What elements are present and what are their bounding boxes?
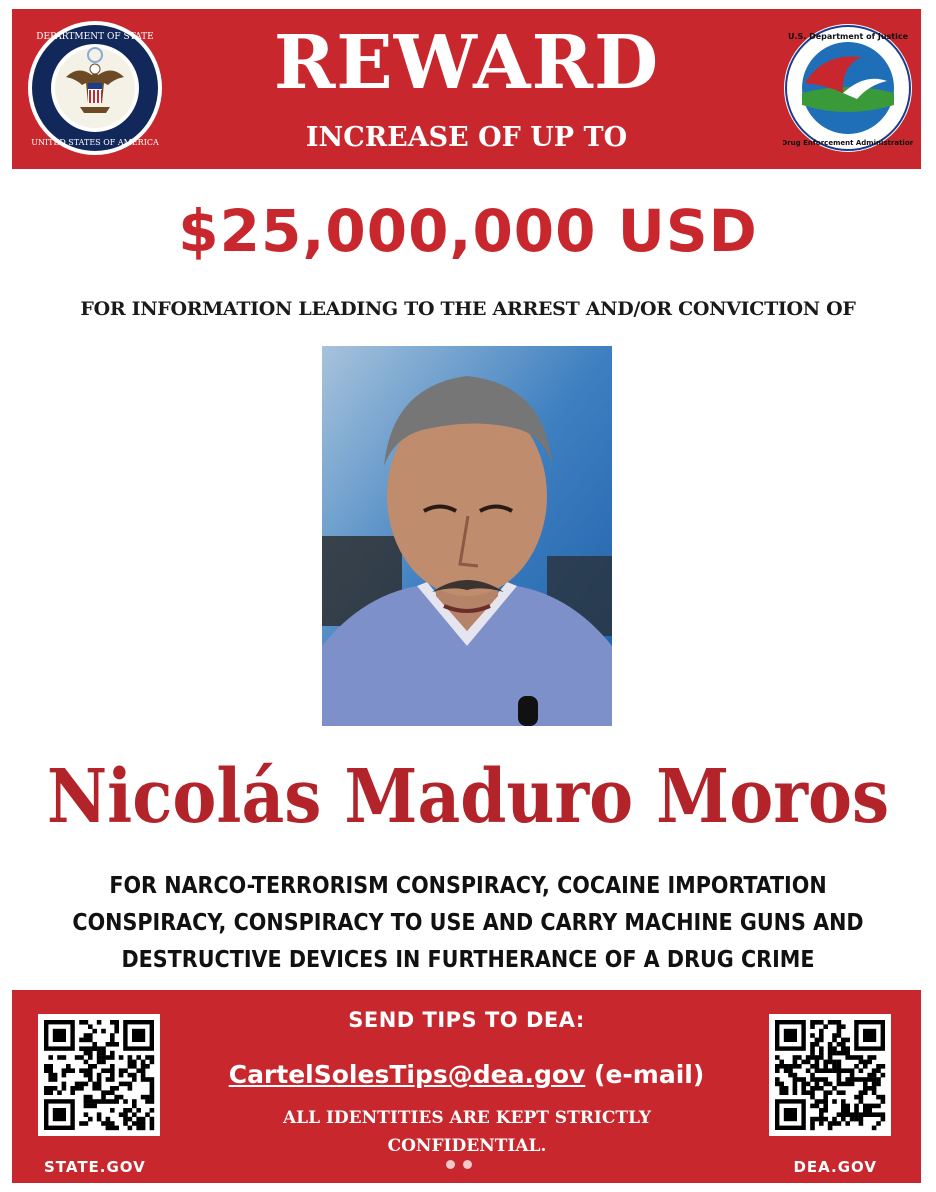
charges-line: FOR NARCO-TERRORISM CONSPIRACY, COCAINE IMPORTATION bbox=[109, 873, 827, 899]
svg-text:DEPARTMENT OF STATE: DEPARTMENT OF STATE bbox=[36, 32, 154, 42]
confidentiality-note: ALL IDENTITIES ARE KEPT STRICTLY CONFIDENTIAL. bbox=[282, 1108, 652, 1156]
carousel-dot[interactable] bbox=[446, 1160, 455, 1169]
email-suffix: (e-mail) bbox=[585, 1060, 705, 1089]
dea-gov-label: DEA.GOV bbox=[793, 1158, 877, 1176]
page-title: REWARD bbox=[273, 20, 660, 106]
carousel-dots[interactable] bbox=[446, 1154, 480, 1173]
header-banner bbox=[12, 9, 921, 169]
reward-info-line: FOR INFORMATION LEADING TO THE ARREST AND/OR CONVICTION OF bbox=[80, 298, 856, 320]
carousel-dot[interactable] bbox=[463, 1160, 472, 1169]
reward-subtitle: INCREASE OF UP TO bbox=[305, 122, 628, 153]
state-gov-label: STATE.GOV bbox=[44, 1158, 146, 1176]
subject-name: Nicolás Maduro Moros bbox=[46, 752, 890, 840]
qr-code-icon[interactable] bbox=[769, 1014, 891, 1136]
tips-email-link[interactable]: CartelSolesTips@dea.gov bbox=[228, 1060, 586, 1089]
subject-photo bbox=[322, 346, 612, 726]
svg-text:UNITED STATES OF AMERICA: UNITED STATES OF AMERICA bbox=[31, 138, 159, 147]
charges-line: DESTRUCTIVE DEVICES IN FURTHERANCE OF A DRUG CRIME bbox=[121, 947, 815, 973]
reward-amount: $25,000,000 USD bbox=[178, 197, 758, 265]
tips-heading: SEND TIPS TO DEA: bbox=[348, 1008, 585, 1032]
charges-text bbox=[40, 868, 896, 979]
charges-line: CONSPIRACY, CONSPIRACY TO USE AND CARRY MACHINE GUNS AND bbox=[72, 910, 864, 936]
dea-seal-icon bbox=[783, 23, 913, 153]
svg-text:U.S. Department of Justice: U.S. Department of Justice bbox=[787, 32, 909, 41]
svg-text:Drug Enforcement Administratio: Drug Enforcement Administration bbox=[783, 139, 913, 147]
